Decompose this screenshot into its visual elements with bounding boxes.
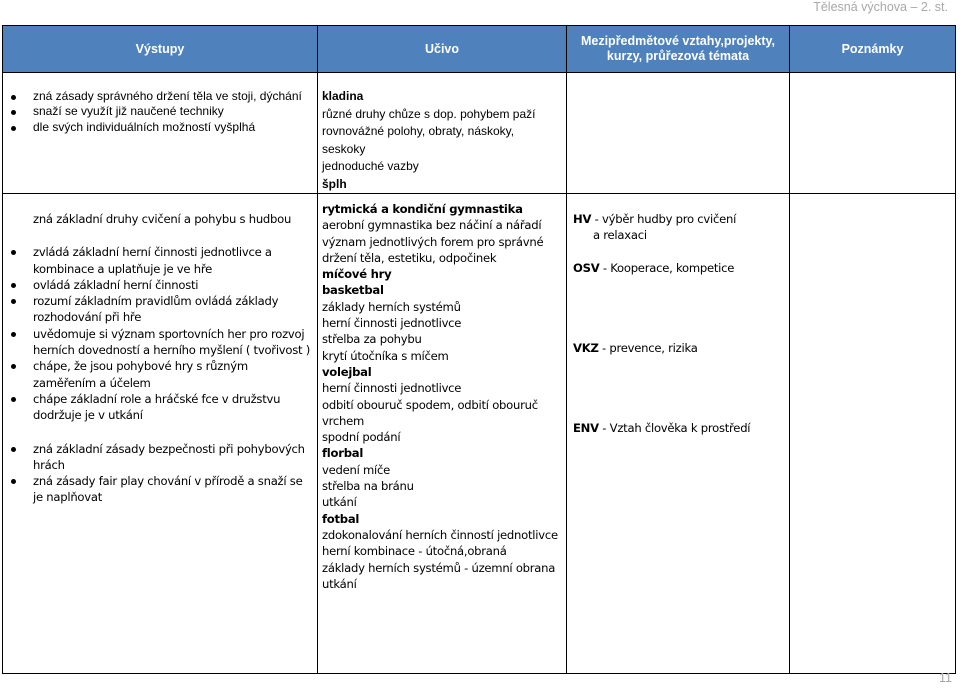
content-line: zdokonalování herních činností jednotlivce [322, 527, 558, 542]
header-outcomes: Výstupy [3, 26, 318, 73]
outcome-item: dle svých individuálních možností vyšplhá [33, 120, 311, 135]
outcomes-cell [3, 73, 318, 194]
theme-text: - prevence, rizika [598, 340, 698, 355]
content-line: herní činnosti jednotlivce [322, 316, 462, 331]
theme-abbr: OSV [573, 260, 600, 275]
content-heading: šplh [322, 176, 347, 191]
content-heading: florbal [322, 446, 364, 461]
outcome-item: chápe, že jsou pohybové hry s různým zaměřením a účelem [33, 358, 311, 391]
content-line: aerobní gymnastika bez náčiní a nářadí [322, 218, 542, 233]
header-content: Učivo [318, 26, 567, 73]
content-line: seskoky [322, 141, 366, 156]
content-line: základy herních systémů [322, 299, 461, 314]
outcome-item: zvládá základní herní činnosti jednotlivce a kombinace a uplatňuje je ve hře [33, 244, 311, 277]
outcome-item: zná zásady fair play chování v přírodě a snaží se je naplňovat [33, 473, 311, 506]
content-line: základy herních systémů - územní obrana [322, 560, 556, 575]
content-line: odbití obouruč spodem, odbití obouruč [322, 397, 538, 412]
content-line: držení těla, estetiku, odpočinek [322, 250, 497, 265]
notes-cell [790, 73, 956, 194]
content-line: utkání [322, 576, 357, 591]
theme-env [573, 420, 785, 436]
theme-abbr: VKZ [573, 340, 599, 355]
content-line: vrchem [322, 413, 365, 428]
outcome-item: chápe základní role a hráčské fce v družstvu dodržuje je v utkání [33, 391, 311, 424]
content-line: jednoduché vazby [322, 159, 419, 173]
theme-vkz [573, 340, 785, 356]
content-line: význam jednotlivých forem pro správné [322, 234, 544, 249]
theme-text: - výběr hudby pro cvičení [591, 212, 737, 226]
content-line: střelba za pohybu [322, 332, 422, 347]
header-themes: Mezipředmětové vztahy,projekty, kurzy, průřezová témata [567, 26, 790, 73]
notes-cell [790, 194, 956, 674]
content-line: rovnovážné polohy, obraty, náskoky, [322, 124, 515, 138]
theme-text: - Vztah člověka k prostředí [598, 421, 751, 436]
content-heading: volejbal [322, 364, 372, 379]
outcome-item: rozumí základním pravidlům ovládá základy rozhodování při hře [33, 293, 311, 326]
content-heading: míčové hry [322, 267, 392, 282]
outcome-item: zná základní zásady bezpečnosti při pohybových hrách [33, 441, 311, 474]
header-notes: Poznámky [790, 26, 956, 73]
content-line: krytí útočníka s míčem [322, 348, 449, 363]
curriculum-table [2, 25, 956, 674]
outcome-item: uvědomuje si význam sportovních her pro rozvoj herních dovedností a herního myšlení ( tvořivost ) [33, 326, 311, 358]
outcome-item: snaží se využít již naučené techniky [33, 104, 311, 119]
outcome-item: zná zásady správného držení těla ve stoji, dýchání [33, 89, 311, 104]
content-heading: rytmická a kondiční gymnastika [322, 202, 523, 216]
outcome-item: ovládá základní herní činnosti [33, 277, 311, 293]
outcomes-list [3, 89, 317, 135]
content-line: herní kombinace - útočná,obraná [322, 544, 507, 559]
theme-abbr: HV [573, 212, 592, 226]
content-line: vedení míče [322, 462, 391, 477]
content-heading: kladina [322, 89, 364, 103]
theme-text-cont: a relaxaci [593, 228, 647, 243]
content-line: herní činnosti jednotlivce [322, 381, 462, 396]
themes-cell [567, 73, 790, 194]
theme-text: - Kooperace, kompetice [599, 260, 735, 275]
running-header: Tělesná výchova – 2. st. [813, 0, 948, 14]
outcome-item: zná základní druhy cvičení a pohybu s hudbou [33, 212, 292, 226]
outcomes-list [3, 211, 317, 506]
theme-hv [573, 211, 785, 244]
row-sports-games [3, 194, 956, 674]
content-line: střelba na bránu [322, 479, 414, 494]
outcomes-cell [3, 194, 318, 674]
theme-abbr: ENV [573, 421, 599, 436]
content-heading: basketbal [322, 283, 384, 298]
content-cell [318, 194, 567, 674]
header-row [3, 26, 956, 73]
content-line: utkání [322, 495, 357, 510]
content-line: různé druhy chůze s dop. pohybem paží [322, 106, 536, 121]
content-heading: fotbal [322, 511, 360, 526]
themes-cell [567, 194, 790, 674]
row-gymnastics [3, 73, 956, 194]
theme-osv [573, 260, 785, 276]
content-line: spodní podání [322, 430, 401, 445]
content-cell [318, 73, 567, 194]
page-number: 11 [939, 671, 952, 685]
